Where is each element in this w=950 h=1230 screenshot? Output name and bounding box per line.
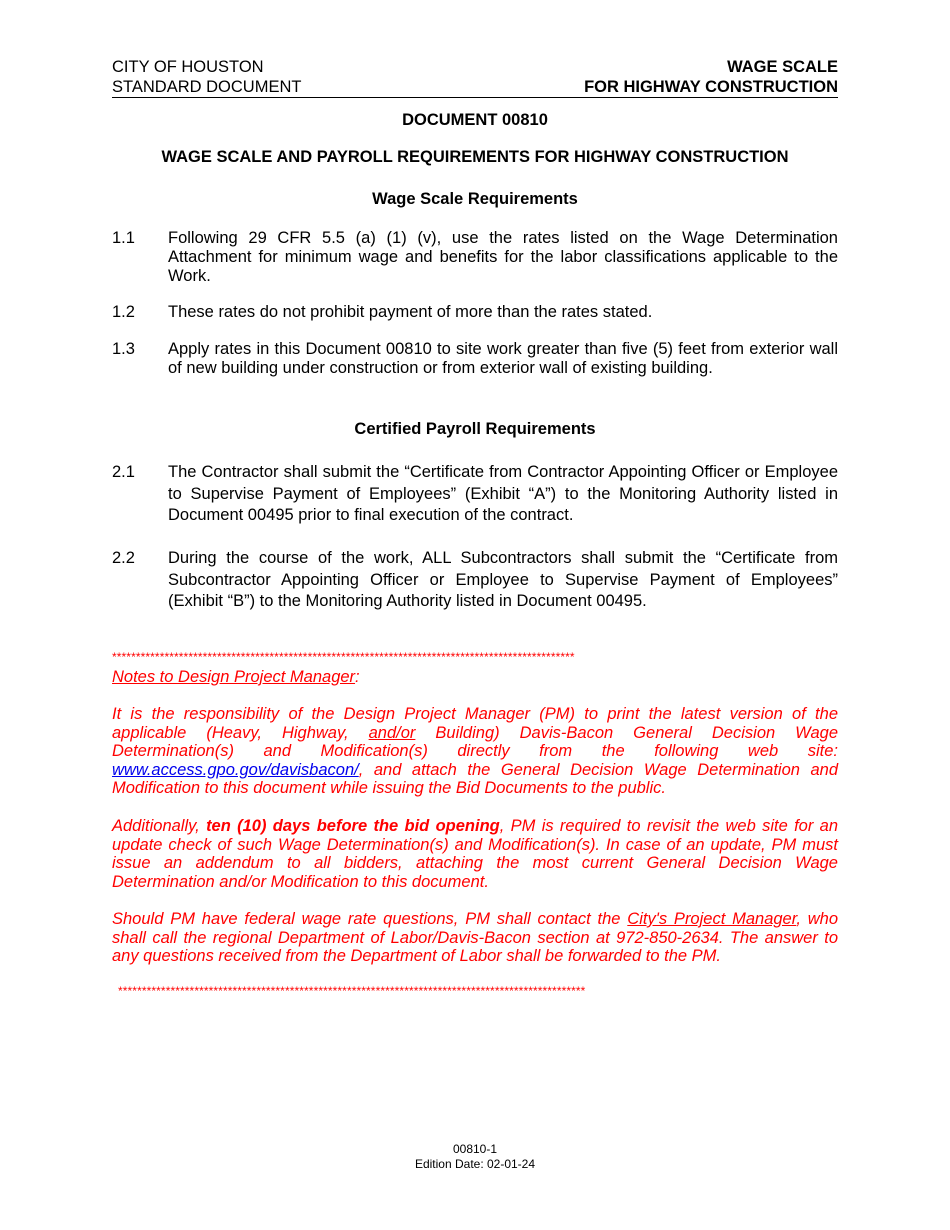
notes-title-text: Notes to Design Project Manager <box>112 668 356 686</box>
item-number: 1.2 <box>112 303 135 321</box>
section-heading-wage-scale: Wage Scale Requirements <box>372 190 578 208</box>
document-number: DOCUMENT 00810 <box>402 111 548 129</box>
list-item <box>112 303 838 322</box>
notes-p1-text-a: It is the responsibility of the Design Project Manager (PM) to print the latest version of the applicable (Heavy, Highway, <box>112 705 838 742</box>
notes-title-colon: : <box>355 668 360 686</box>
davis-bacon-link[interactable]: www.access.gpo.gov/davisbacon/ <box>112 760 359 779</box>
page-footer <box>0 1142 950 1172</box>
header-highway-construction: FOR HIGHWAY CONSTRUCTION <box>584 78 838 96</box>
notes-paragraph-3 <box>112 910 838 966</box>
notes-divider-top: ************************************************************************************************* <box>112 650 575 664</box>
item-text: Apply rates in this Document 00810 to site work greater than five (5) feet from exterior wall of new building under construction or from exterior wall of existing building. <box>168 340 838 377</box>
item-number: 1.3 <box>112 340 135 358</box>
notes-title <box>112 668 838 687</box>
item-text: During the course of the work, ALL Subcontractors shall submit the “Certificate from Subcontractor Appointing Officer or Employee to Supervise Payment of Employees” (Exhibit “B”) to the Monitoring Authority listed in Document 00495. <box>168 549 838 610</box>
item-number: 2.2 <box>112 549 135 567</box>
item-text: Following 29 CFR 5.5 (a) (1) (v), use the rates listed on the Wage Determination Attachment for minimum wage and benefits for the labor classifications applicable to the Work. <box>168 229 838 285</box>
notes-p1-text-c: , and attach the General Decision Wage Determination and Modification to this document while issuing the Bid Documents to the public. <box>112 760 838 797</box>
notes-p1-andor: and/or <box>368 723 416 742</box>
notes-p3-city-pm: City's Project Manager <box>627 910 797 928</box>
item-text: These rates do not prohibit payment of more than the rates stated. <box>168 303 653 321</box>
notes-p2-text-b: , PM is required to revisit the web site for an update check of such Wage Determination(s) and Modification(s). In case of an update, PM must issue an addendum to all bidders, attaching the most current General Decision Wage Determination and/or Modification to this document. <box>112 817 839 891</box>
section-heading-certified-payroll: Certified Payroll Requirements <box>354 420 596 438</box>
item-number: 1.1 <box>112 229 135 247</box>
header-left <box>112 57 301 97</box>
notes-p2-deadline: ten (10) days before the bid opening <box>206 817 500 835</box>
notes-paragraph-1 <box>112 705 838 798</box>
header-city: CITY OF HOUSTON <box>112 58 264 76</box>
header-standard-document: STANDARD DOCUMENT <box>112 78 302 96</box>
list-item <box>112 548 838 613</box>
notes-p3-text-b: , who shall call the regional Department of Labor/Davis-Bacon section at 972-850-2634. The answer to any questions received from the Department of Labor shall be forwarded to the PM. <box>112 910 839 965</box>
item-number: 2.1 <box>112 463 135 481</box>
footer-page-code: 00810-1 <box>452 1142 498 1156</box>
item-text: The Contractor shall submit the “Certificate from Contractor Appointing Officer or Employee to Supervise Payment of Employees” (Exhibit “A”) to the Monitoring Authority listed in Document 00495 prior to final execution of the contract. <box>168 463 838 524</box>
notes-divider-bottom: ************************************************************************************************** <box>118 984 586 998</box>
list-item <box>112 229 838 286</box>
list-item <box>112 462 838 527</box>
header-right <box>584 57 838 97</box>
footer-edition-date: Edition Date: 02-01-24 <box>414 1157 536 1171</box>
notes-p1-text-b: Building) Davis-Bacon General Decision Wage Determination(s) and Modification(s) directly from the following web site: <box>112 723 838 760</box>
page-header <box>112 57 838 98</box>
header-wage-scale: WAGE SCALE <box>727 58 838 76</box>
document-title: WAGE SCALE AND PAYROLL REQUIREMENTS FOR HIGHWAY CONSTRUCTION <box>161 148 789 166</box>
list-item <box>112 340 838 378</box>
notes-paragraph-2 <box>112 817 838 891</box>
notes-p3-text-a: Should PM have federal wage rate questions, PM shall contact the <box>112 910 628 928</box>
notes-p2-text-a: Additionally, <box>112 817 207 835</box>
